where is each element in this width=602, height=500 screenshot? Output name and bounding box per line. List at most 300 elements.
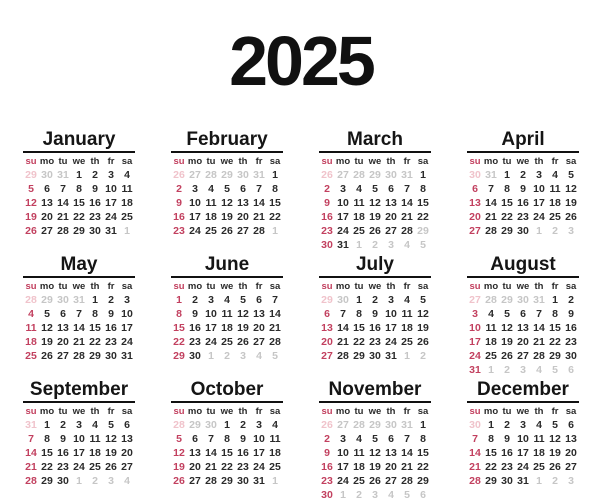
day-cell: 6 [60,308,66,320]
month-march [319,130,431,252]
weekday-header-fr: fr [107,281,115,292]
day-cell: 8 [176,308,182,320]
day-cell: 15 [221,447,233,459]
day-cell: 16 [189,322,201,334]
day-cell: 9 [60,433,66,445]
day-cell: 21 [73,336,85,348]
day-cell: 30 [501,475,513,487]
day-cell: 28 [337,350,349,362]
weekday-header-sa: sa [565,156,577,167]
day-cell: 27 [121,461,133,473]
weekday-header-su: su [25,281,37,292]
day-cell: 6 [256,294,262,306]
weekday-header-su: su [469,281,481,292]
weekday-header-sa: sa [269,281,281,292]
day-cell: 14 [269,308,281,320]
weekday-header-th: th [238,156,248,167]
day-cell-adjacent-month: 31 [401,169,413,181]
day-cell: 25 [401,336,413,348]
day-cell: 8 [224,433,230,445]
day-cell: 8 [420,183,426,195]
day-cell: 22 [417,211,429,223]
day-cell-adjacent-month: 27 [337,169,349,181]
day-cell: 11 [401,308,413,320]
day-cell: 16 [237,447,249,459]
day-cell-adjacent-month: 2 [504,364,510,376]
day-cell: 23 [57,461,69,473]
day-cell: 12 [369,197,381,209]
weekday-header-tu: tu [58,156,68,167]
day-cell: 25 [221,336,233,348]
weekday-header-th: th [534,406,544,417]
day-cell: 6 [568,419,574,431]
day-cell: 12 [41,322,53,334]
month-title-underline [319,151,431,153]
month-title-underline [171,401,283,403]
day-cell: 7 [488,183,494,195]
day-cell: 15 [173,322,185,334]
day-cell: 2 [324,183,330,195]
day-cell: 13 [321,322,333,334]
day-cell: 5 [568,169,574,181]
day-cell: 4 [92,419,98,431]
day-cell: 3 [388,294,394,306]
day-cell: 25 [485,350,497,362]
day-cell: 3 [472,308,478,320]
day-cell: 1 [272,169,278,181]
day-cell: 7 [272,294,278,306]
weekday-header-we: we [220,406,234,417]
day-cell: 1 [488,419,494,431]
day-cell: 24 [385,336,397,348]
weekday-header-mo: mo [483,156,499,167]
day-cell: 4 [536,419,542,431]
month-june [171,255,283,363]
day-cell: 10 [189,197,201,209]
month-february [171,130,283,238]
day-cell: 16 [89,197,101,209]
day-cell: 8 [356,308,362,320]
day-cell: 8 [44,433,50,445]
day-cell: 4 [208,183,214,195]
day-cell: 3 [76,419,82,431]
day-cell: 17 [121,322,133,334]
day-cell: 22 [353,336,365,348]
weekday-header-fr: fr [403,281,411,292]
day-cell: 22 [41,461,53,473]
weekday-header-mo: mo [335,156,351,167]
weekday-header-mo: mo [39,406,55,417]
day-cell-adjacent-month: 28 [205,169,217,181]
day-cell-adjacent-month: 4 [388,489,394,500]
day-cell: 8 [272,183,278,195]
day-cell: 13 [57,322,69,334]
day-cell: 13 [385,197,397,209]
day-cell: 10 [533,183,545,195]
weekday-header-th: th [386,281,396,292]
day-cell: 7 [28,433,34,445]
day-cell: 9 [568,308,574,320]
day-cell: 24 [121,336,133,348]
day-cell: 27 [189,475,201,487]
day-cell: 15 [41,447,53,459]
day-cell: 11 [549,183,561,195]
weekday-header-mo: mo [483,281,499,292]
day-cell: 13 [237,197,249,209]
day-cell: 20 [385,211,397,223]
day-cell: 29 [501,225,513,237]
day-cell: 25 [205,225,217,237]
day-cell: 22 [73,211,85,223]
day-cell: 18 [221,322,233,334]
day-cell: 30 [369,350,381,362]
weekday-header-mo: mo [39,281,55,292]
day-cell: 7 [256,183,262,195]
month-title: October [190,379,264,400]
day-cell: 21 [337,336,349,348]
day-cell: 28 [57,225,69,237]
day-cell: 29 [549,350,561,362]
day-cell-adjacent-month: 28 [353,419,365,431]
month-title-underline [23,401,135,403]
weekday-header-su: su [173,156,185,167]
day-cell: 13 [469,197,481,209]
day-cell: 6 [472,183,478,195]
month-day-grid [23,280,135,363]
day-cell-adjacent-month: 3 [240,350,246,362]
day-cell: 10 [253,433,265,445]
day-cell: 14 [485,197,497,209]
day-cell: 12 [549,433,561,445]
month-title: March [347,129,403,150]
weekday-header-mo: mo [187,281,203,292]
day-cell: 5 [28,183,34,195]
day-cell: 7 [472,433,478,445]
day-cell: 8 [504,183,510,195]
day-cell: 20 [517,336,529,348]
day-cell: 9 [324,447,330,459]
weekday-header-we: we [516,156,530,167]
day-cell: 6 [44,183,50,195]
day-cell: 14 [205,447,217,459]
day-cell: 18 [549,197,561,209]
day-cell: 2 [324,433,330,445]
day-cell: 5 [176,433,182,445]
weekday-header-tu: tu [206,406,216,417]
weekday-header-th: th [238,406,248,417]
day-cell: 23 [173,225,185,237]
day-cell-adjacent-month: 1 [404,350,410,362]
day-cell-adjacent-month: 30 [385,419,397,431]
weekday-header-tu: tu [206,281,216,292]
day-cell: 16 [173,211,185,223]
day-cell: 10 [105,183,117,195]
day-cell: 27 [385,475,397,487]
day-cell: 31 [337,239,349,251]
day-cell: 16 [105,322,117,334]
day-cell: 13 [253,308,265,320]
day-cell-adjacent-month: 29 [221,169,233,181]
weekday-header-fr: fr [255,156,263,167]
month-title-underline [171,276,283,278]
day-cell: 25 [121,211,133,223]
day-cell: 23 [321,225,333,237]
day-cell: 16 [57,447,69,459]
day-cell: 30 [89,225,101,237]
year-title: 2025 [229,22,373,100]
day-cell: 28 [25,475,37,487]
day-cell: 7 [208,433,214,445]
day-cell: 14 [25,447,37,459]
day-cell: 30 [321,239,333,251]
weekday-header-fr: fr [551,406,559,417]
month-title: June [204,254,250,275]
day-cell-adjacent-month: 3 [520,364,526,376]
day-cell-adjacent-month: 3 [568,225,574,237]
month-january [23,130,135,238]
day-cell-adjacent-month: 3 [372,489,378,500]
day-cell: 19 [417,322,429,334]
day-cell: 17 [105,197,117,209]
day-cell-adjacent-month: 31 [533,294,545,306]
day-cell: 19 [565,197,577,209]
day-cell: 19 [549,447,561,459]
day-cell: 6 [520,308,526,320]
weekday-header-we: we [72,156,86,167]
weekday-header-fr: fr [107,156,115,167]
day-cell: 10 [469,322,481,334]
day-cell: 5 [420,294,426,306]
day-cell: 27 [321,350,333,362]
day-cell: 17 [337,211,349,223]
weekday-header-sa: sa [269,156,281,167]
day-cell: 4 [28,308,34,320]
day-cell: 26 [237,336,249,348]
weekday-header-th: th [238,281,248,292]
day-cell: 11 [533,433,545,445]
weekday-header-th: th [90,406,100,417]
month-title-underline [23,276,135,278]
month-july [319,255,431,363]
day-cell: 27 [469,225,481,237]
day-cell: 5 [224,183,230,195]
day-cell: 24 [469,350,481,362]
day-cell-adjacent-month: 5 [272,350,278,362]
day-cell: 3 [340,433,346,445]
weekday-header-mo: mo [483,406,499,417]
day-cell: 28 [401,475,413,487]
day-cell: 16 [565,322,577,334]
day-cell: 24 [253,461,265,473]
months-grid [0,130,602,500]
day-cell: 17 [205,322,217,334]
weekday-header-sa: sa [269,406,281,417]
day-cell: 5 [44,308,50,320]
weekday-header-sa: sa [121,156,133,167]
day-cell-adjacent-month: 29 [369,169,381,181]
month-august [467,255,579,377]
day-cell: 30 [321,489,333,500]
month-day-grid [467,405,579,488]
weekday-header-we: we [220,156,234,167]
month-title: September [29,379,129,400]
day-cell-adjacent-month: 2 [552,225,558,237]
month-title-underline [319,401,431,403]
day-cell-adjacent-month: 2 [372,239,378,251]
month-title: July [355,254,395,275]
day-cell-adjacent-month: 29 [25,169,37,181]
day-cell: 28 [269,336,281,348]
weekday-header-sa: sa [121,406,133,417]
day-cell: 18 [485,336,497,348]
day-cell: 15 [417,447,429,459]
day-cell: 19 [25,211,37,223]
weekday-header-tu: tu [58,281,68,292]
day-cell: 28 [401,225,413,237]
day-cell: 8 [76,183,82,195]
day-cell: 1 [356,294,362,306]
day-cell: 23 [237,461,249,473]
day-cell: 7 [60,183,66,195]
day-cell: 20 [121,447,133,459]
day-cell: 23 [517,211,529,223]
weekday-header-fr: fr [403,156,411,167]
weekday-header-fr: fr [255,406,263,417]
weekday-header-we: we [368,156,382,167]
day-cell: 11 [221,308,233,320]
day-cell-adjacent-month: 28 [173,419,185,431]
day-cell-adjacent-month: 31 [73,294,85,306]
day-cell: 12 [25,197,37,209]
day-cell: 19 [501,336,513,348]
day-cell: 28 [533,350,545,362]
weekday-header-su: su [321,281,333,292]
day-cell: 14 [253,197,265,209]
day-cell: 21 [269,322,281,334]
day-cell: 18 [205,211,217,223]
day-cell: 25 [25,350,37,362]
day-cell: 18 [89,447,101,459]
day-cell-adjacent-month: 1 [536,225,542,237]
day-cell: 11 [353,447,365,459]
weekday-header-su: su [25,156,37,167]
day-cell: 6 [240,183,246,195]
day-cell: 20 [41,211,53,223]
day-cell: 26 [221,225,233,237]
day-cell: 4 [356,433,362,445]
day-cell: 2 [568,294,574,306]
day-cell: 21 [205,461,217,473]
day-cell: 21 [253,211,265,223]
day-cell: 23 [89,211,101,223]
weekday-header-su: su [25,406,37,417]
day-cell: 20 [237,211,249,223]
day-cell: 16 [321,211,333,223]
month-title: November [328,379,422,400]
month-day-grid [319,155,431,252]
day-cell: 26 [105,461,117,473]
month-day-grid [319,280,431,363]
day-cell: 18 [353,461,365,473]
weekday-header-th: th [386,156,396,167]
day-cell: 26 [41,350,53,362]
day-cell: 2 [60,419,66,431]
month-title-underline [319,276,431,278]
day-cell: 19 [221,211,233,223]
day-cell: 2 [176,183,182,195]
day-cell: 15 [353,322,365,334]
day-cell: 22 [173,336,185,348]
day-cell-adjacent-month: 4 [124,475,130,487]
month-day-grid [319,405,431,500]
day-cell: 1 [92,294,98,306]
weekday-header-we: we [72,281,86,292]
day-cell-adjacent-month: 30 [469,419,481,431]
day-cell: 14 [73,322,85,334]
day-cell-adjacent-month: 1 [272,475,278,487]
day-cell: 19 [369,211,381,223]
day-cell-adjacent-month: 30 [469,169,481,181]
day-cell: 15 [89,322,101,334]
month-day-grid [23,155,135,238]
day-cell: 15 [269,197,281,209]
day-cell: 15 [549,322,561,334]
day-cell: 8 [552,308,558,320]
day-cell: 12 [221,197,233,209]
day-cell: 21 [533,336,545,348]
day-cell: 29 [173,350,185,362]
day-cell: 26 [549,461,561,473]
day-cell: 10 [73,433,85,445]
day-cell: 31 [105,225,117,237]
day-cell: 28 [485,225,497,237]
day-cell: 6 [388,183,394,195]
weekday-header-sa: sa [565,281,577,292]
weekday-header-su: su [173,281,185,292]
day-cell: 9 [192,308,198,320]
day-cell-adjacent-month: 4 [404,239,410,251]
day-cell: 11 [121,183,133,195]
day-cell: 24 [533,211,545,223]
day-cell: 23 [105,336,117,348]
day-cell-adjacent-month: 31 [25,419,37,431]
day-cell-adjacent-month: 1 [76,475,82,487]
day-cell-adjacent-month: 27 [189,169,201,181]
month-title: May [60,254,98,275]
day-cell-adjacent-month: 31 [253,169,265,181]
day-cell: 19 [173,461,185,473]
day-cell: 17 [189,211,201,223]
day-cell: 9 [108,308,114,320]
day-cell: 2 [192,294,198,306]
day-cell: 26 [369,225,381,237]
day-cell: 15 [485,447,497,459]
day-cell: 22 [417,461,429,473]
day-cell: 25 [89,461,101,473]
weekday-header-fr: fr [551,156,559,167]
day-cell-adjacent-month: 30 [205,419,217,431]
day-cell: 20 [321,336,333,348]
day-cell: 10 [337,197,349,209]
day-cell: 9 [520,183,526,195]
month-may [23,255,135,363]
day-cell-adjacent-month: 28 [353,169,365,181]
day-cell: 4 [272,419,278,431]
day-cell: 2 [240,419,246,431]
day-cell: 18 [25,336,37,348]
day-cell: 24 [205,336,217,348]
day-cell: 17 [337,461,349,473]
